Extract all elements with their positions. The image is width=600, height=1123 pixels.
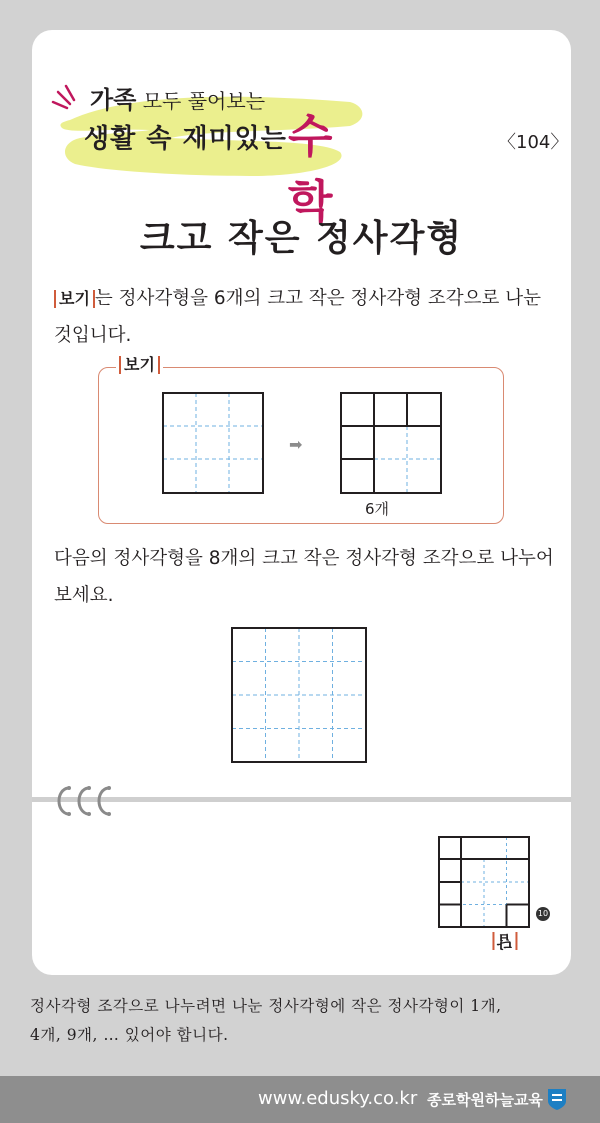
question-text [54,540,554,614]
binder-rings-icon [54,784,124,818]
footer-url-link[interactable]: www.edusky.co.kr [258,1088,418,1109]
footer-bar [0,1076,600,1123]
example-grid-before [162,392,264,494]
arrow-icon: ➡ [289,435,303,454]
example-box-label [116,355,163,374]
card [32,30,571,975]
question-line1: 다음의 정사각형을 8개의 크고 작은 정사각형 조각으로 나누어 [54,548,554,569]
hint-note [30,992,575,1050]
example-grid-after [340,392,442,494]
banner-everyone: 모두 풀어보는 [142,89,266,113]
example-tag: 보기 [54,290,95,308]
brand-logo-icon [546,1087,568,1111]
intro-line1: 는 정사각형을 6개의 크고 작은 정사각형 조각으로 나눈 [94,288,542,309]
note-line1: 정사각형 조각으로 나누려면 나눈 정사각형에 작은 정사각형이 1개, [30,997,502,1015]
note-line2: 4개, 9개, … 있어야 합니다. [30,1026,229,1044]
problem-grid [231,627,367,763]
intro-text [54,280,554,354]
example-caption: 6개 [365,500,390,518]
example-box-tag: 보기 [119,356,160,374]
page-number: 〈104〉 [498,132,569,153]
page-title: 크고 작은 정사각형 [139,217,464,259]
footer-brand: 종로학원하늘교육 [427,1091,543,1109]
question-line2: 보세요. [54,585,114,606]
intro-line2: 것입니다. [54,325,132,346]
banner-top-line [90,80,265,115]
banner-math: 수학 [288,109,331,229]
answer-label [492,932,517,950]
answer-grid [438,836,530,928]
answer-tag: 답 [492,932,517,950]
answer-page-badge: 10 [536,907,550,921]
banner-family: 가족 [90,86,137,114]
series-banner [50,72,370,229]
banner-bottom-line: 생활 속 재미있는 [84,124,287,154]
